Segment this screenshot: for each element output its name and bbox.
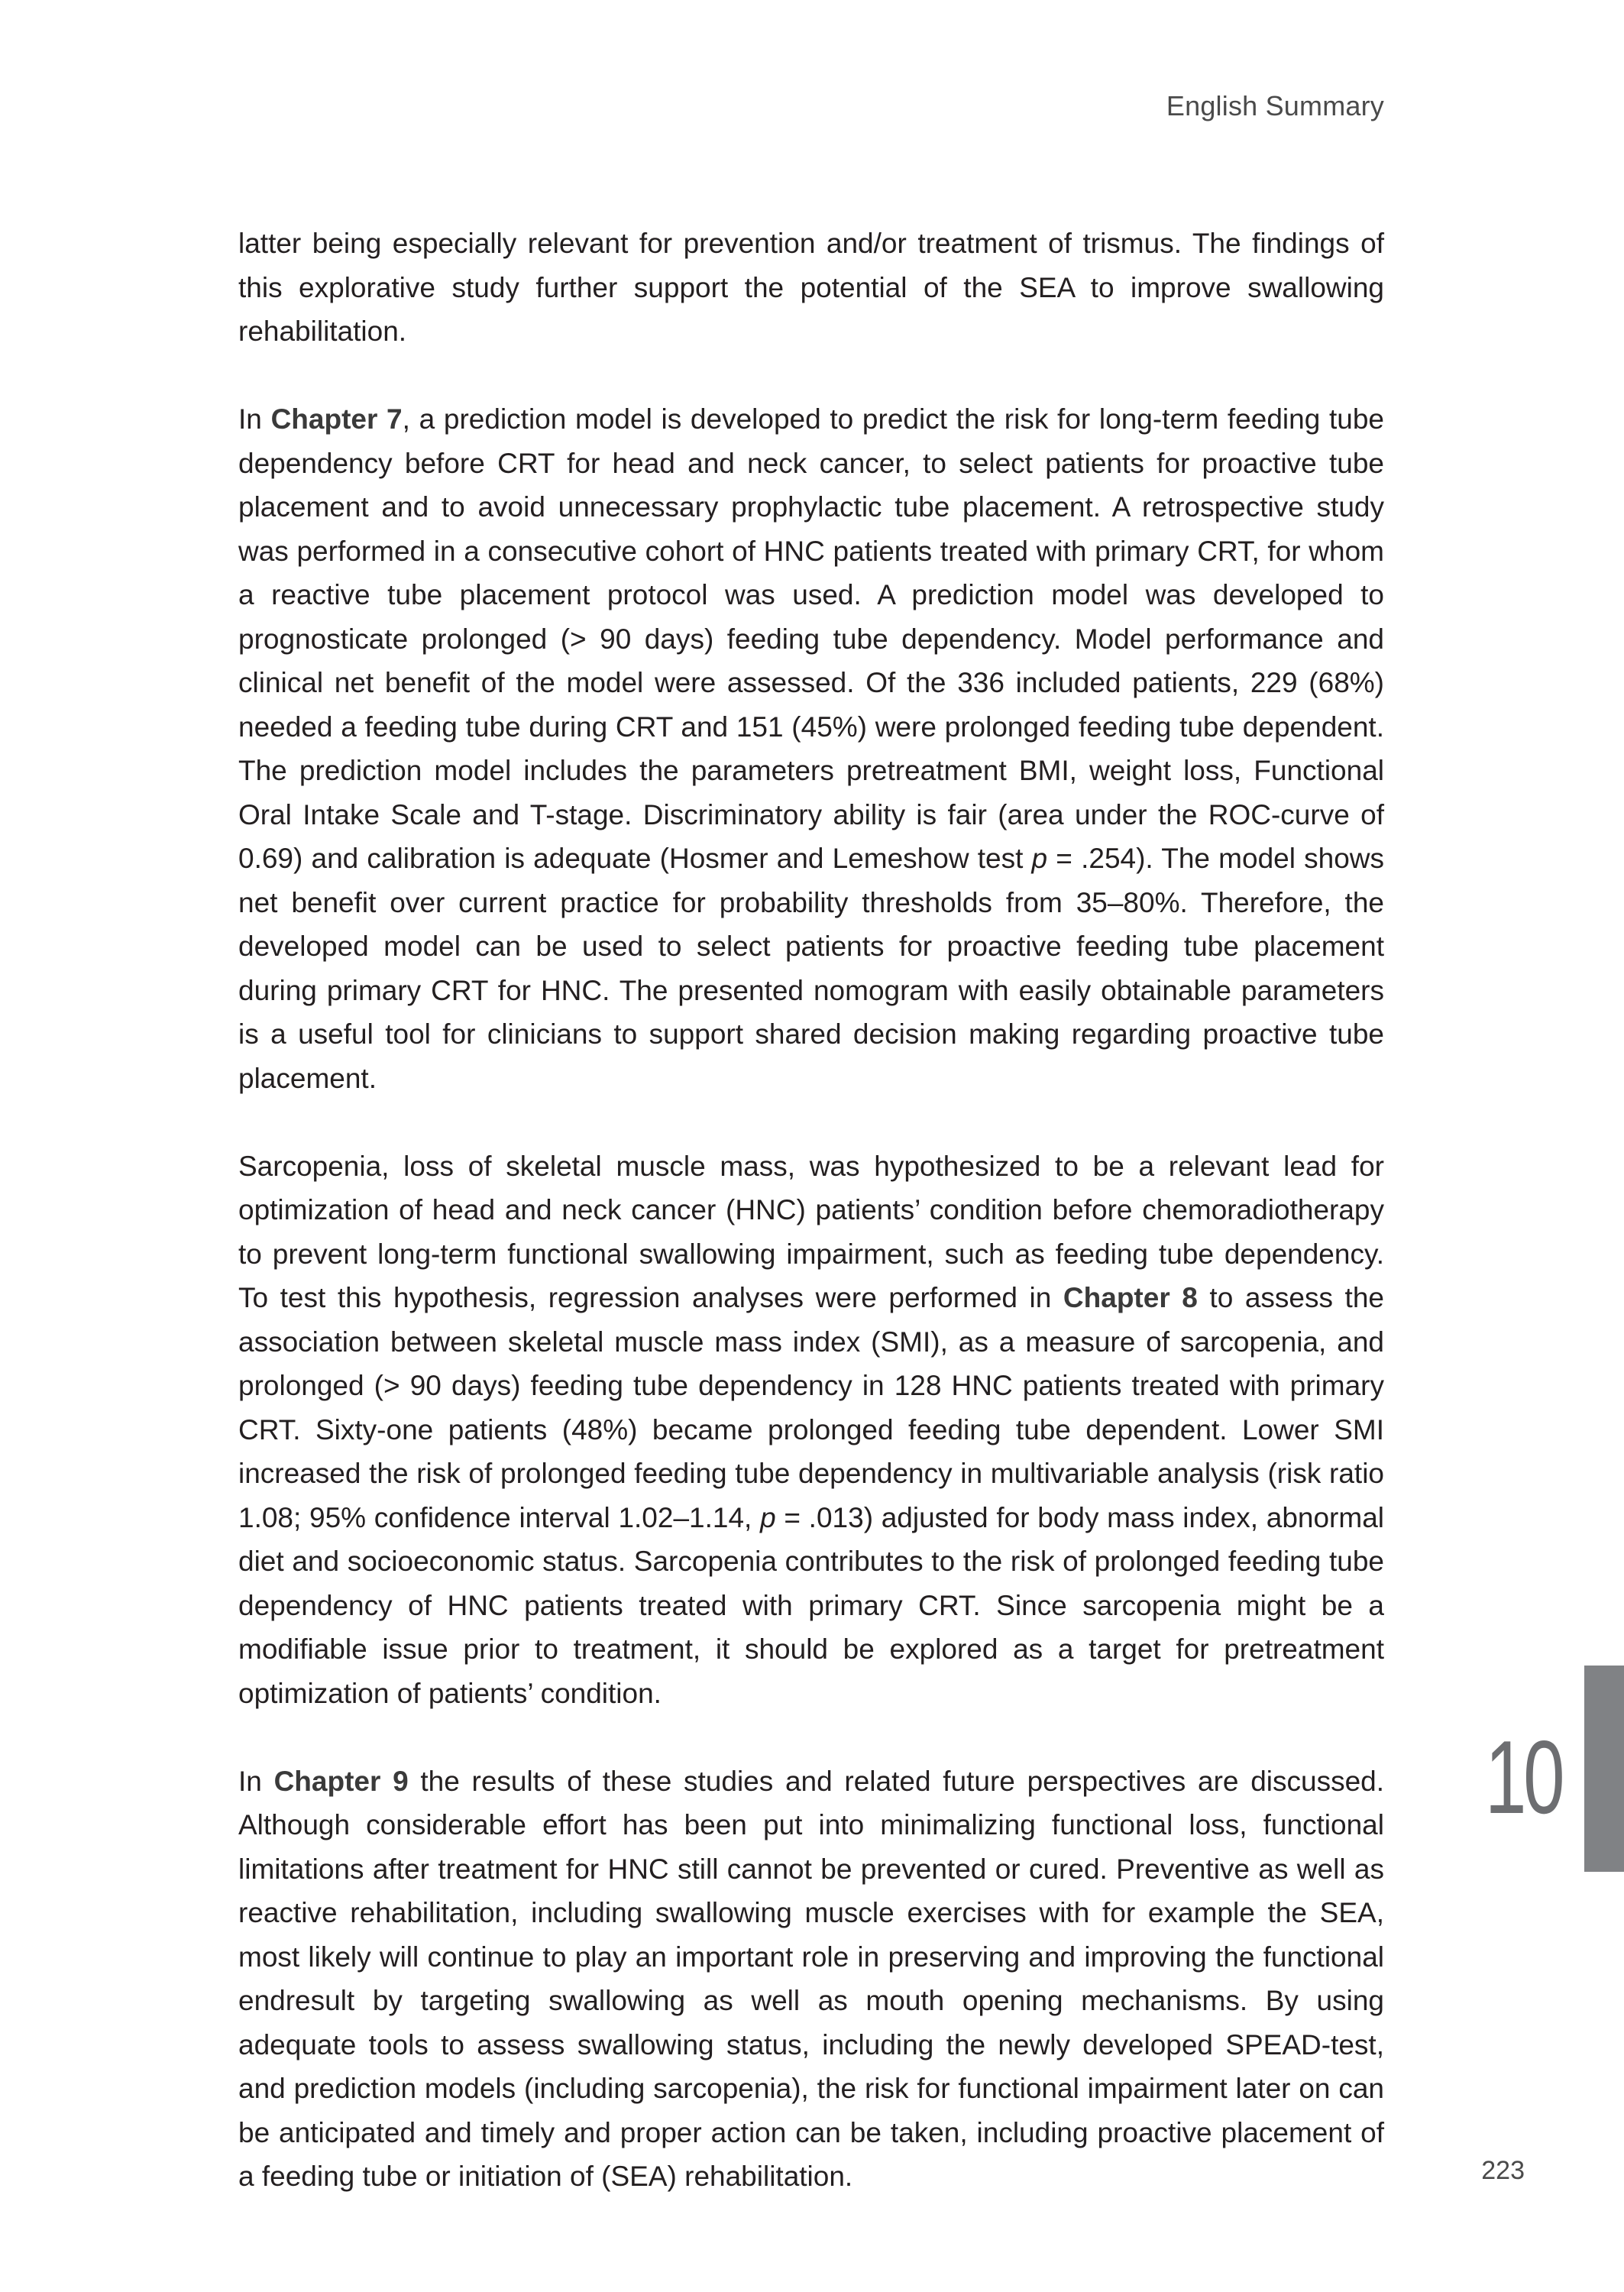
body-text [238, 222, 1384, 2199]
p-value-symbol: p [1031, 843, 1048, 874]
paragraph-3-text-a: Sarcopenia, loss of skeletal muscle mass, was hypothesized to be a relevant lead for optimization of head and neck cancer (HNC) patients’ condition before chemoradiotherapy to prevent long-term functional swallowing impairment, such as feeding tube dependency. To test this hypothesis, regression analyses were performed in [238, 1150, 1384, 1313]
paragraph-1 [238, 222, 1384, 354]
chapter-7-reference: Chapter 7 [270, 403, 403, 435]
p-value-symbol: p [760, 1501, 776, 1533]
page-number: 223 [1481, 2156, 1525, 2185]
running-header: English Summary [1166, 90, 1384, 121]
paragraph-3-text-c: = .013) adjusted for body mass index, abnormal diet and socioeconomic status. Sarcopenia contributes to the risk of prolonged feeding tube dependency of HNC patients treated with primary CRT. Since sarcopenia might be a modifiable issue prior to treatment, it should be explored as a target for pretreatment optimization of patients’ condition. [238, 1501, 1384, 1709]
paragraph-2-text-b: = .254). The model shows net benefit over current practice for probability thresholds from 35–80%. Therefore, the developed model can be used to select patients for proactive feeding tube placement during primary CRT for HNC. The presented nomogram with easily obtainable parameters is a useful tool for clinicians to support shared decision making regarding proactive tube placement. [238, 843, 1384, 1094]
paragraph-4 [238, 1759, 1384, 2199]
chapter-9-reference: Chapter 9 [273, 1765, 409, 1797]
paragraph-2-lead: In [238, 403, 271, 435]
chapter-8-reference: Chapter 8 [1063, 1282, 1198, 1313]
paragraph-3 [238, 1144, 1384, 1716]
paragraph-1-text: latter being especially relevant for prevention and/or treatment of trismus. The findings of this explorative study further support the potential of the SEA to improve swallowing rehabilitation. [238, 228, 1384, 347]
chapter-thumb-tab [1584, 1666, 1624, 1872]
paragraph-3-text-b: to assess the association between skeletal muscle mass index (SMI), as a measure of sarcopenia, and prolonged (> 90 days) feeding tube dependency in 128 HNC patients treated with primary CRT. Sixty-one patients (48%) became prolonged feeding tube dependent. Lower SMI increased the risk of prolonged feeding tube dependency in multivariable analysis (risk ratio 1.08; 95% confidence interval 1.02–1.14, [238, 1282, 1384, 1533]
chapter-number: 10 [1485, 1719, 1562, 1835]
paragraph-4-lead: In [238, 1765, 274, 1797]
paragraph-2-text-a: , a prediction model is developed to predict the risk for long-term feeding tube dependency before CRT for head and neck cancer, to select patients for proactive tube placement and to avoid unnecessary prophylactic tube placement. A retrospective study was performed in a consecutive cohort of HNC patients treated with primary CRT, for whom a reactive tube placement protocol was used. A prediction model was developed to prognosticate prolonged (> 90 days) feeding tube dependency. Model performance and clinical net benefit of the model were assessed. Of the 336 included patients, 229 (68%) needed a feeding tube during CRT and 151 (45%) were prolonged feeding tube dependent. The prediction model includes the parameters pretreatment BMI, weight loss, Functional Oral Intake Scale and T-stage. Discriminatory ability is fair (area under the ROC-curve of 0.69) and calibration is adequate (Hosmer and Lemeshow test [238, 403, 1384, 874]
paragraph-4-text-a: the results of these studies and related future perspectives are discussed. Although considerable effort has been put into minimalizing functional loss, functional limitations after treatment for HNC still cannot be prevented or cured. Preventive as well as reactive rehabilitation, including swallowing muscle exercises with for example the SEA, most likely will continue to play an important role in preserving and improving the functional endresult by targeting swallowing as well as mouth opening mechanisms. By using adequate tools to assess swallowing status, including the newly developed SPEAD-test, and prediction models (including sarcopenia), the risk for functional impairment later on can be anticipated and timely and proper action can be taken, including proactive placement of a feeding tube or initiation of (SEA) rehabilitation. [238, 1765, 1384, 2192]
paragraph-2 [238, 397, 1384, 1100]
